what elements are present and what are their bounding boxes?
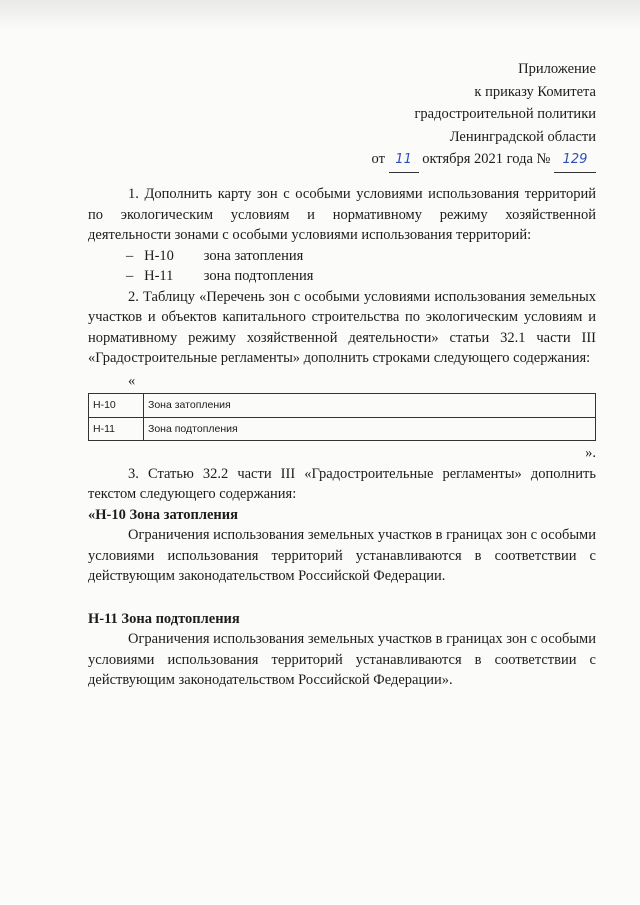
zone-label: зона подтопления bbox=[203, 268, 314, 284]
table-cell-code: Н-10 bbox=[89, 394, 144, 418]
table-cell-name: Зона затопления bbox=[144, 394, 596, 418]
section-2-text: 2. Таблицу «Перечень зон с особыми условиями использования земельных участков и объектов капитального строительства по экологическим условиям и нормативному режиму хозяйственной деятельности» статьи 32.1 части III «Градостроительные регламенты» дополнить строками следующего содержания: bbox=[88, 288, 596, 366]
zone-code: Н-11 bbox=[144, 268, 174, 284]
quote-open: « bbox=[128, 372, 136, 389]
section-1-text: 1. Дополнить карту зон с особыми условиями использования территорий по экологическим условиям и нормативному режиму хозяйственной деятельности зонами с особыми условиями использования территорий: bbox=[88, 186, 596, 243]
zone-10-heading: «Н-10 Зона затопления bbox=[88, 506, 238, 523]
scan-edge-shadow bbox=[0, 0, 640, 30]
table-row bbox=[89, 417, 596, 441]
section-3-text: 3. Статью 32.2 части III «Градостроительные регламенты» дополнить текстом следующего содержания: bbox=[88, 465, 596, 502]
approval-region: Ленинградской области bbox=[449, 128, 596, 145]
date-prefix: от bbox=[371, 151, 385, 167]
spacer bbox=[88, 587, 596, 609]
list-dash: – bbox=[126, 247, 134, 264]
zone-code: Н-10 bbox=[144, 247, 174, 264]
table-row bbox=[89, 394, 596, 418]
zone-list-item bbox=[88, 266, 596, 287]
doc-number-handwritten: 129 bbox=[562, 152, 588, 167]
zone-label: зона затопления bbox=[203, 247, 304, 264]
list-dash: – bbox=[126, 268, 134, 284]
approval-date-line bbox=[372, 148, 596, 173]
approval-committee: градостроительной политики bbox=[414, 106, 596, 122]
document-body bbox=[88, 184, 596, 691]
date-rest: октября 2021 года № bbox=[422, 151, 551, 167]
table-cell-name: Зона подтопления bbox=[144, 417, 596, 441]
zones-table bbox=[88, 393, 596, 441]
date-day-blank bbox=[389, 148, 419, 173]
table-cell-code: Н-11 bbox=[89, 417, 144, 441]
approval-title: Приложение bbox=[518, 61, 596, 77]
zone-10-text: Ограничения использования земельных участков в границах зон с особыми условиями использования территорий устанавливаются в соответствии с действующим законодательством Российской Федерации. bbox=[88, 527, 596, 584]
zone-11-heading: Н-11 Зона подтопления bbox=[88, 610, 240, 627]
zone-11-text: Ограничения использования земельных участков в границах зон с особыми условиями использования территорий устанавливаются в соответствии с действующим законодательством Российской Федерации». bbox=[88, 631, 596, 688]
approval-order-ref: к приказу Комитета bbox=[474, 83, 596, 100]
approval-block bbox=[372, 58, 596, 173]
doc-number-blank bbox=[554, 148, 596, 173]
quote-close: ». bbox=[585, 445, 596, 461]
date-day-handwritten: 11 bbox=[395, 152, 412, 167]
zone-list-item bbox=[88, 246, 596, 267]
